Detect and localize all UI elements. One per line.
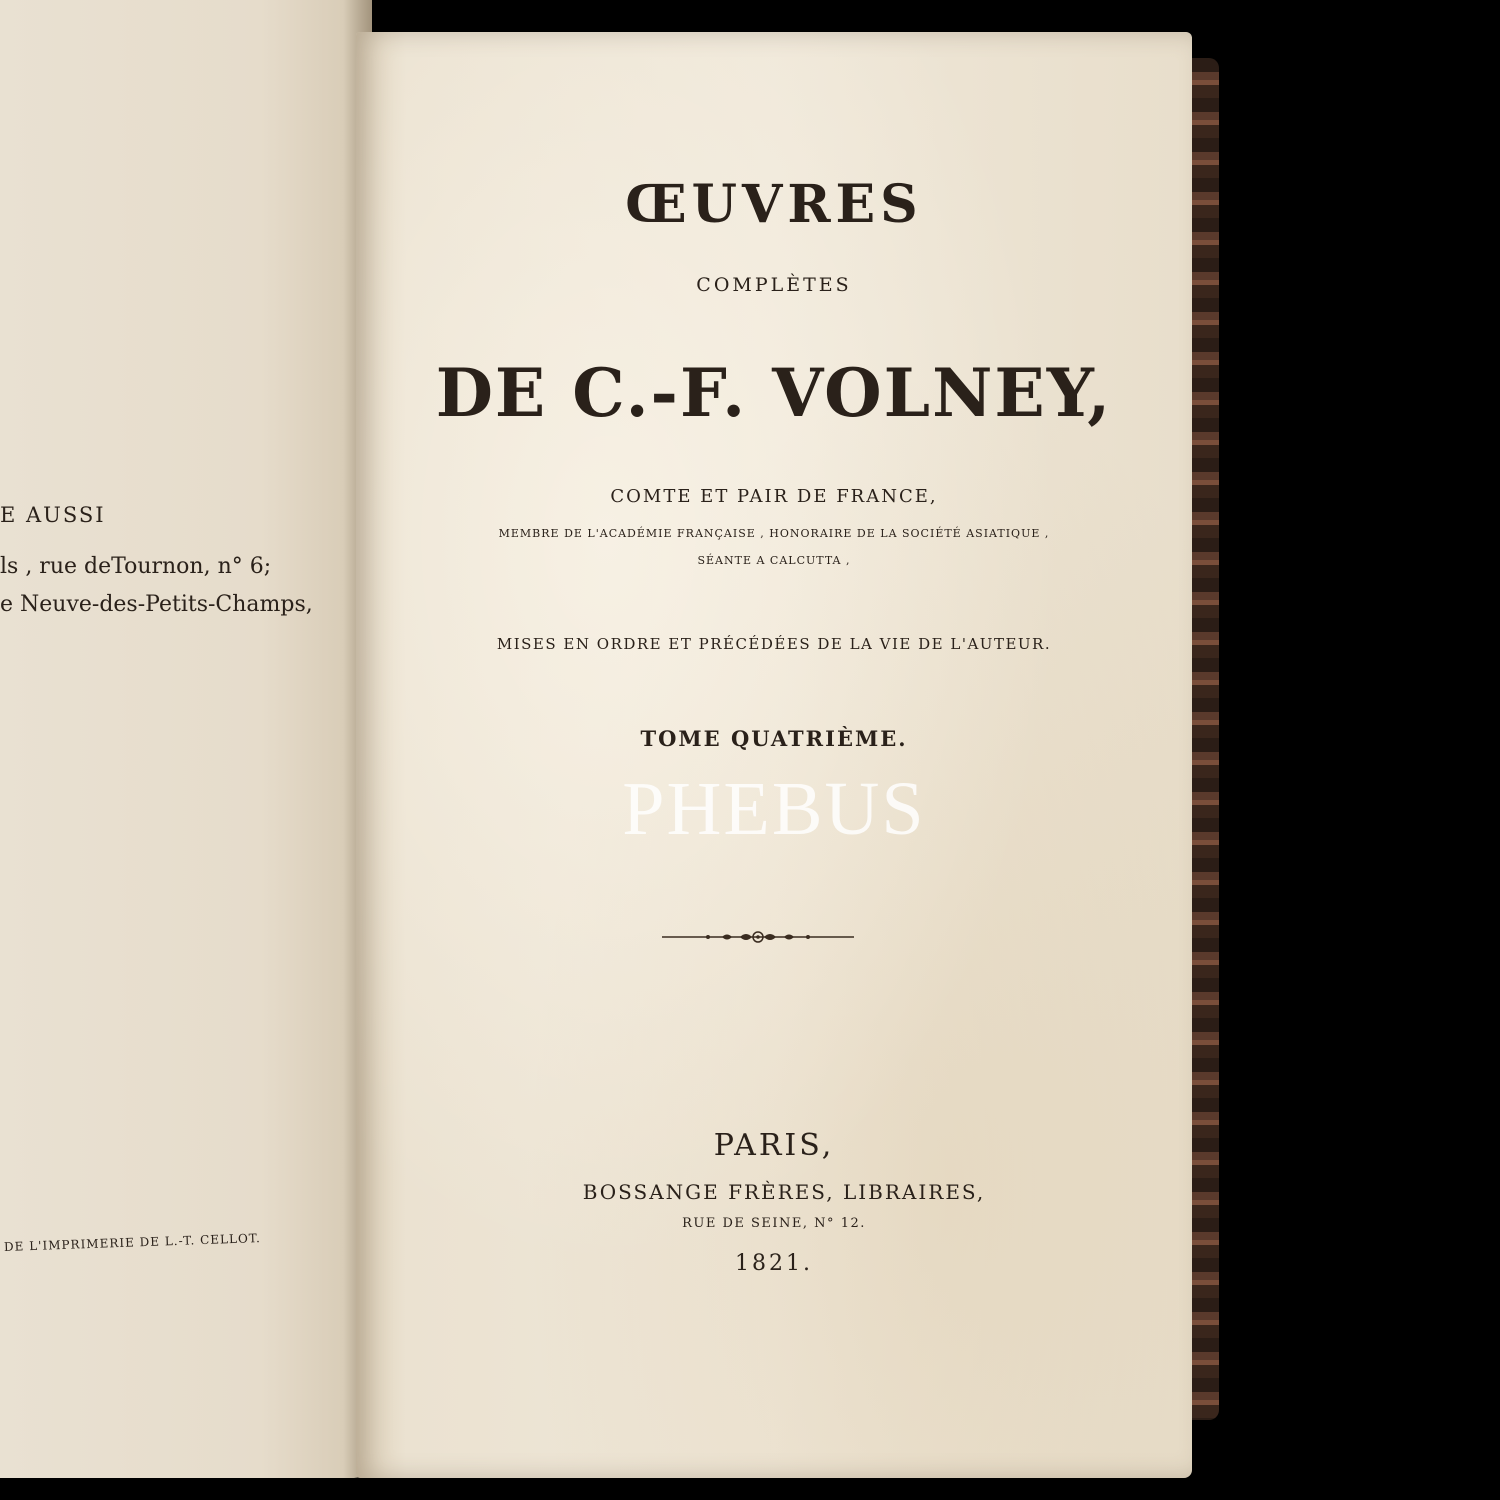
publisher-address: RUE DE SEINE, N° 12. — [682, 1216, 866, 1231]
publisher-city: PARIS, — [713, 1128, 835, 1163]
left-page — [0, 0, 372, 1478]
left-page-line-2: e Neuve-des-Petits-Champs, — [0, 592, 313, 617]
author-membership: MEMBRE DE L'ACADÉMIE FRANÇAISE , HONORAIRE DE LA SOCIÉTÉ ASIATIQUE , — [498, 527, 1050, 540]
left-page-line-1: ls , rue deTournon, n° 6; — [0, 554, 272, 579]
book-subtitle: COMPLÈTES — [696, 274, 852, 296]
printer-imprint: DE L'IMPRIMERIE DE L.-T. CELLOT. — [3, 1231, 262, 1254]
ornament-divider-icon — [658, 924, 858, 950]
author-rank: COMTE ET PAIR DE FRANCE, — [610, 486, 938, 507]
publication-year: 1821. — [735, 1251, 813, 1276]
left-page-heading: E AUSSI — [0, 503, 106, 527]
author-name: DE C.-F. VOLNEY, — [435, 354, 1113, 432]
editorial-note: MISES EN ORDRE ET PRÉCÉDÉES DE LA VIE DE L'AUTEUR. — [496, 635, 1052, 653]
author-membership-cont: SÉANTE A CALCUTTA , — [697, 554, 851, 567]
book-title: ŒUVRES — [625, 174, 923, 235]
publisher-name: BOSSANGE FRÈRES, LIBRAIRES, — [582, 1180, 986, 1204]
watermark: PHEBUS — [622, 767, 926, 851]
title-page — [356, 32, 1192, 1478]
volume-number: TOME QUATRIÈME. — [640, 726, 908, 751]
